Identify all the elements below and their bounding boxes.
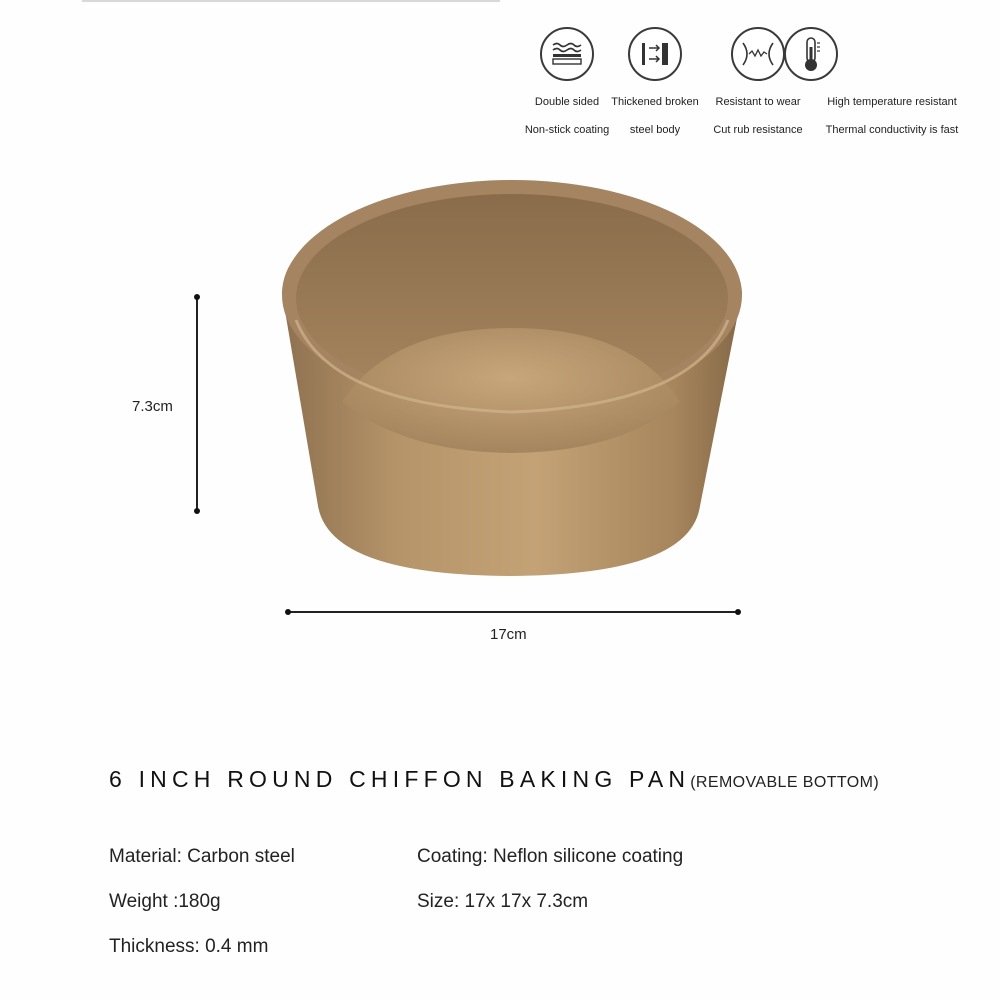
- double-sided-coating-icon: [540, 27, 594, 81]
- spec-material: Material: Carbon steel: [109, 846, 295, 867]
- spec-size: Size: 17x 17x 7.3cm: [417, 891, 589, 912]
- steel-body-icon: [628, 27, 682, 81]
- feature-line1: Resistant to wear: [715, 96, 801, 108]
- product-title-main: 6 INCH ROUND CHIFFON BAKING PAN: [109, 766, 691, 792]
- diameter-dimension-line: [288, 611, 738, 613]
- feature-line2: Non-stick coating: [524, 124, 610, 136]
- feature-line2: steel body: [629, 124, 681, 136]
- height-label: 7.3cm: [132, 398, 173, 415]
- feature-line2: Thermal conductivity is fast: [825, 124, 959, 136]
- diameter-label: 17cm: [490, 626, 527, 643]
- spec-thickness: Thickness: 0.4 mm: [109, 936, 269, 957]
- feature-heat-resistant: [812, 27, 972, 136]
- top-divider: [82, 0, 500, 2]
- wear-resistant-icon: [731, 27, 785, 81]
- baking-pan-image: [270, 170, 750, 590]
- spec-coating: Coating: Neflon silicone coating: [417, 846, 684, 867]
- feature-line2: Cut rub resistance: [713, 124, 803, 136]
- spec-weight: Weight :180g: [109, 891, 221, 912]
- height-dimension-line: [196, 297, 198, 511]
- thermometer-icon: [784, 27, 838, 81]
- feature-line1: High temperature resistant: [827, 96, 957, 108]
- feature-line1: Thickened broken: [611, 96, 699, 108]
- feature-line1: Double sided: [534, 96, 600, 108]
- product-title: [109, 766, 879, 793]
- product-title-sub: (REMOVABLE BOTTOM): [690, 774, 880, 791]
